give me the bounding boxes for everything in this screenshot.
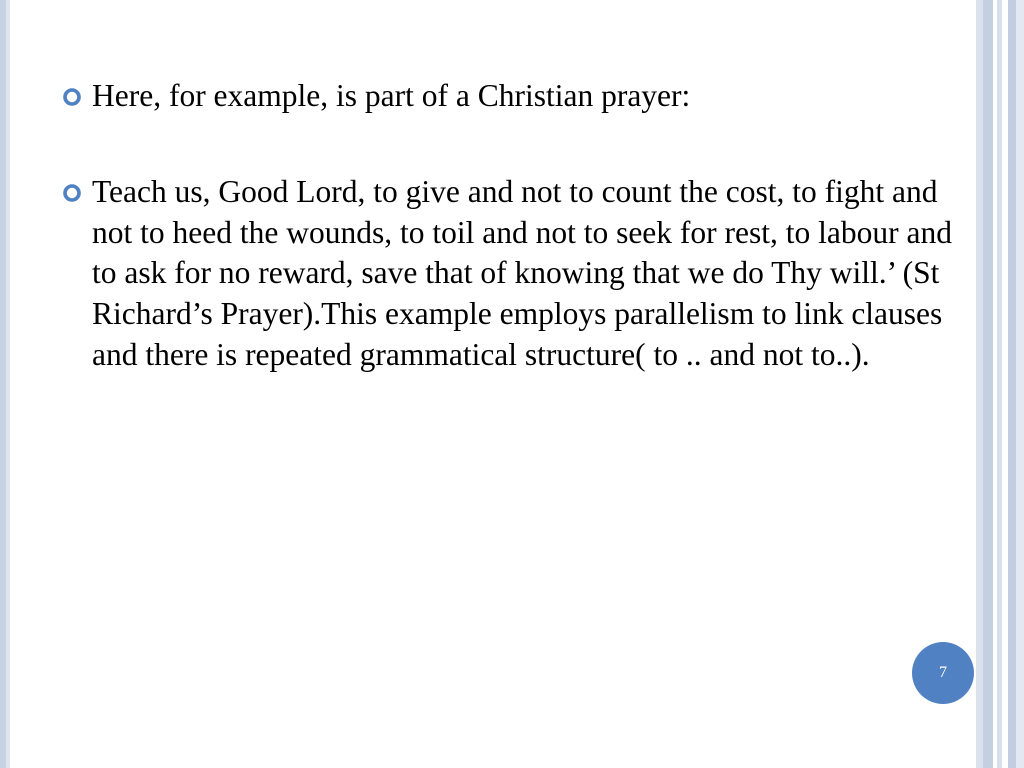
bullet-item (62, 76, 952, 117)
page-number: 7 (939, 664, 947, 681)
bullet-text: Here, for example, is part of a Christian prayer: (92, 78, 691, 113)
bullet-item (62, 172, 952, 376)
bullet-text: Teach us, Good Lord, to give and not to count the cost, to fight and not to heed the wounds, to toil and not to seek for rest, to labour and to ask for no reward, save that of knowing that we do Thy will.’ (St Richard’s Prayer).This example employs parallelism to link clauses and there is repeated grammatical structure( to .. and not to..). (92, 173, 952, 372)
page-number-badge (912, 642, 974, 704)
left-border-decoration (0, 0, 10, 768)
ring-bullet-icon (62, 87, 82, 107)
ring-bullet-icon (62, 183, 82, 203)
bullet-list (62, 76, 952, 376)
right-border-stripes (976, 0, 1024, 768)
